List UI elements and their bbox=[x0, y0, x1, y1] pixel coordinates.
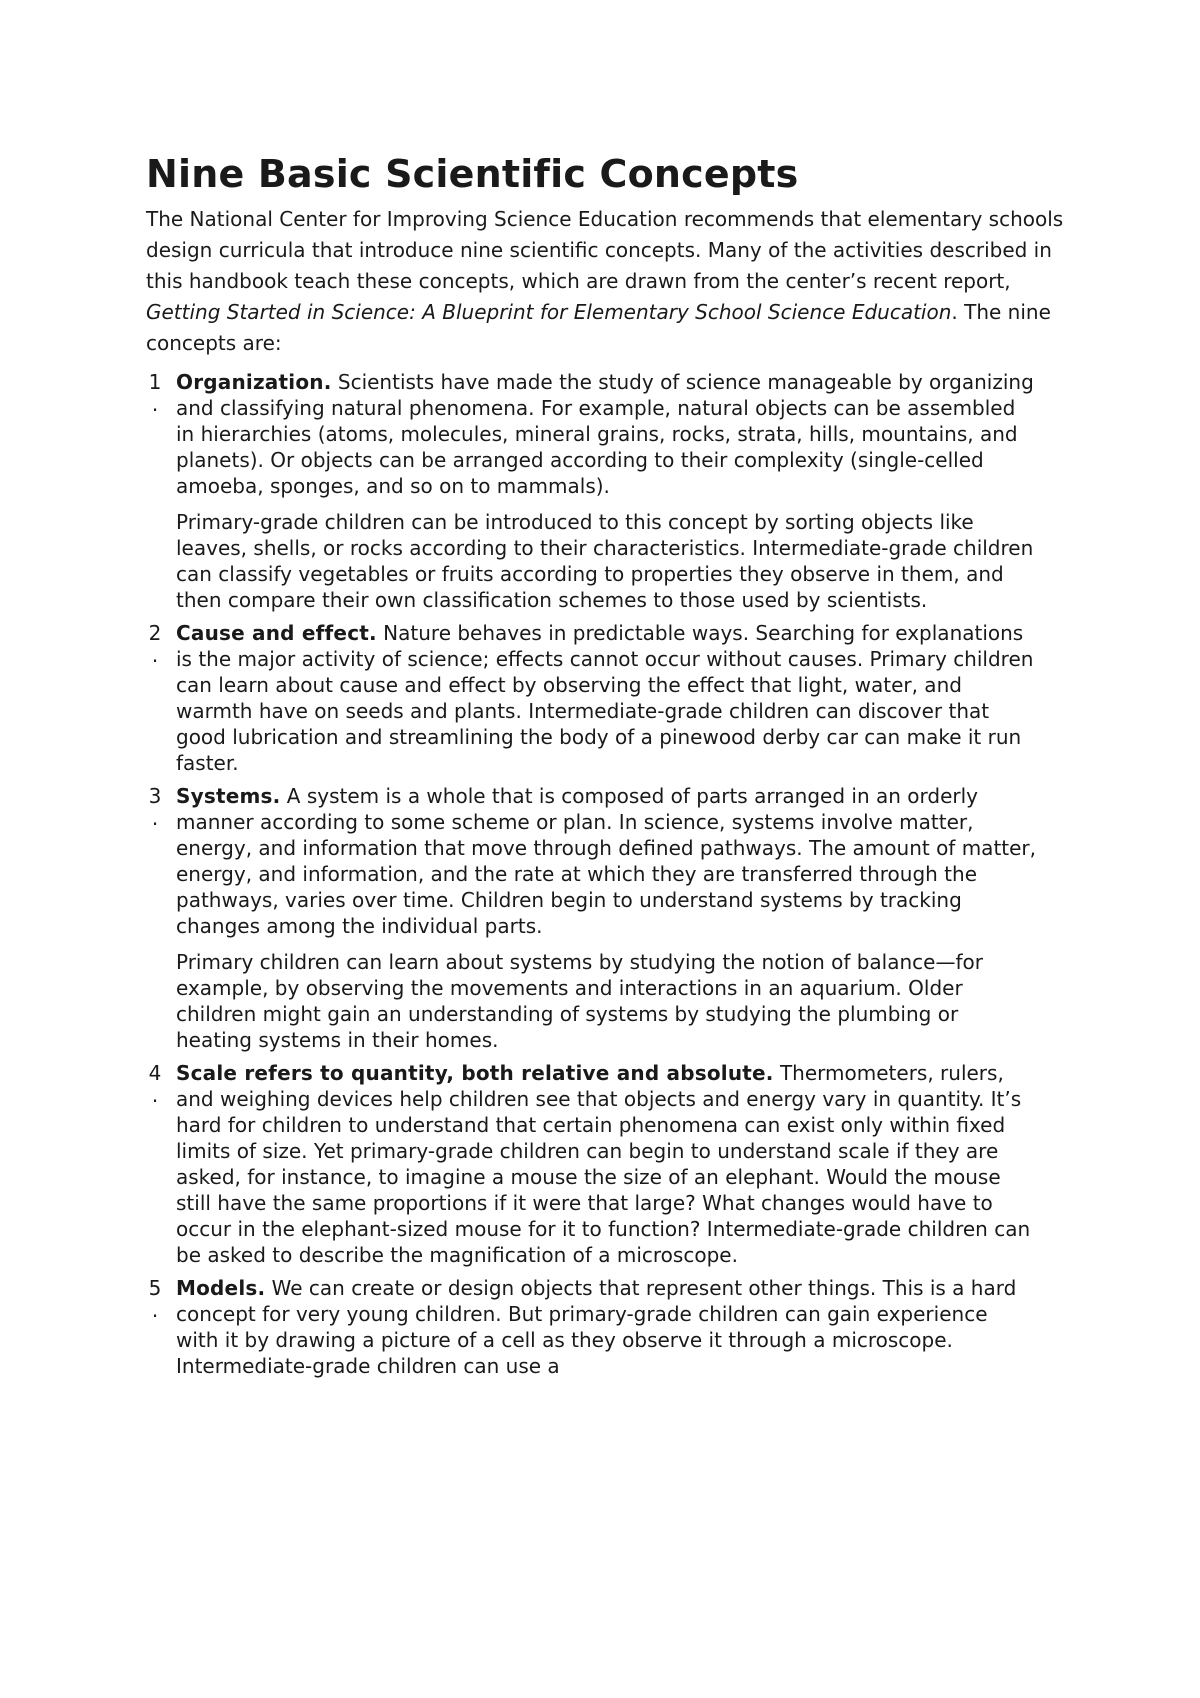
list-number-dot: . bbox=[151, 806, 159, 830]
concept-item-systems bbox=[146, 783, 1066, 1053]
concept-text: Thermometers, rulers, and weighing devices help children see that objects and energy vary in quantity. It’s hard for children to understand that certain phenomena can exist only within fixed limits of size. Yet primary-grade children can begin to understand scale if they are asked, for instance, to imagine a mouse the size of an elephant. Would the mouse still have the same proportions if it were that large? What changes would have to occur in the elephant-sized mouse for it to function? Intermediate-grade children can be asked to describe the magnification of a microscope. bbox=[176, 1061, 1031, 1267]
concept-item-models bbox=[146, 1275, 1066, 1379]
concept-text: A system is a whole that is composed of parts arranged in an orderly manner according to some scheme or plan. In science, systems involve matter, energy, and information that move through defined pathways. The amount of matter, energy, and information, and the rate at which they are transferred through the pathways, varies over time. Children begin to understand systems by tracking changes among the individual parts. bbox=[176, 784, 1037, 938]
list-number-digit: 3 bbox=[148, 784, 162, 808]
list-number bbox=[146, 620, 164, 668]
concept-term: Cause and effect. bbox=[176, 621, 377, 645]
concept-extra-paragraph: Primary children can learn about systems by studying the notion of balance—for example, by observing the movements and interactions in an aquarium. Older children might gain an understanding of systems by studying the plumbing or heating systems in their homes. bbox=[176, 950, 983, 1052]
list-number-dot: . bbox=[151, 392, 159, 416]
report-title: Getting Started in Science: A Blueprint for Elementary School Science Education bbox=[146, 300, 952, 324]
concept-item-scale bbox=[146, 1060, 1066, 1268]
document-page bbox=[146, 150, 1066, 1386]
intro-paragraph bbox=[146, 204, 1066, 359]
list-number bbox=[146, 783, 164, 831]
list-number-digit: 5 bbox=[148, 1276, 162, 1300]
page-title: Nine Basic Scientific Concepts bbox=[146, 152, 799, 196]
concept-item-cause-and-effect bbox=[146, 620, 1066, 776]
concept-item-organization bbox=[146, 369, 1066, 613]
concept-text: We can create or design objects that represent other things. This is a hard concept for very young children. But primary-grade children can gain experience with it by drawing a picture of a cell as they observe it through a microscope. Intermediate-grade children can use a bbox=[176, 1276, 1017, 1378]
concept-term: Scale refers to quantity, both relative and absolute. bbox=[176, 1061, 774, 1085]
list-number-digit: 1 bbox=[148, 370, 162, 394]
concept-list bbox=[146, 369, 1066, 1379]
intro-text-end: . The nine concepts are: bbox=[146, 300, 1051, 355]
list-number-dot: . bbox=[151, 643, 159, 667]
concept-text: Scientists have made the study of science manageable by organizing and classifying natural phenomena. For example, natural objects can be assembled in hierarchies (atoms, molecules, mineral grains, rocks, strata, hills, mountains, and planets). Or objects can be arranged according to their complexity (single-celled amoeba, sponges, and so on to mammals). bbox=[176, 370, 1034, 498]
list-number bbox=[146, 369, 164, 417]
concept-paragraph bbox=[176, 1060, 1036, 1268]
concept-paragraph bbox=[176, 369, 1036, 499]
concept-paragraph bbox=[176, 1275, 1036, 1379]
list-number-digit: 4 bbox=[148, 1061, 162, 1085]
list-number bbox=[146, 1060, 164, 1108]
concept-paragraph bbox=[176, 783, 1036, 939]
concept-term: Systems. bbox=[176, 784, 281, 808]
concept-term: Organization. bbox=[176, 370, 332, 394]
list-number bbox=[146, 1275, 164, 1323]
intro-text: The National Center for Improving Science Education recommends that elementary schools design curricula that introduce nine scientific concepts. Many of the activities described in this handbook teach these concepts, which are drawn from the center’s recent report, bbox=[146, 207, 1064, 293]
concept-text: Nature behaves in predictable ways. Searching for explanations is the major activity of science; effects cannot occur without causes. Primary children can learn about cause and effect by observing the effect that light, water, and warmth have on seeds and plants. Intermediate-grade children can discover that good lubrication and streamlining the body of a pinewood derby car can make it run faster. bbox=[176, 621, 1034, 775]
list-number-dot: . bbox=[151, 1298, 159, 1322]
concept-term: Models. bbox=[176, 1276, 266, 1300]
list-number-dot: . bbox=[151, 1083, 159, 1107]
concept-extra-paragraph: Primary-grade children can be introduced to this concept by sorting objects like leaves, shells, or rocks according to their characteristics. Intermediate-grade children can classify vegetables or fruits according to properties they observe in them, and then compare their own classification schemes to those used by scientists. bbox=[176, 510, 1034, 612]
list-number-digit: 2 bbox=[148, 621, 162, 645]
concept-paragraph bbox=[176, 620, 1036, 776]
